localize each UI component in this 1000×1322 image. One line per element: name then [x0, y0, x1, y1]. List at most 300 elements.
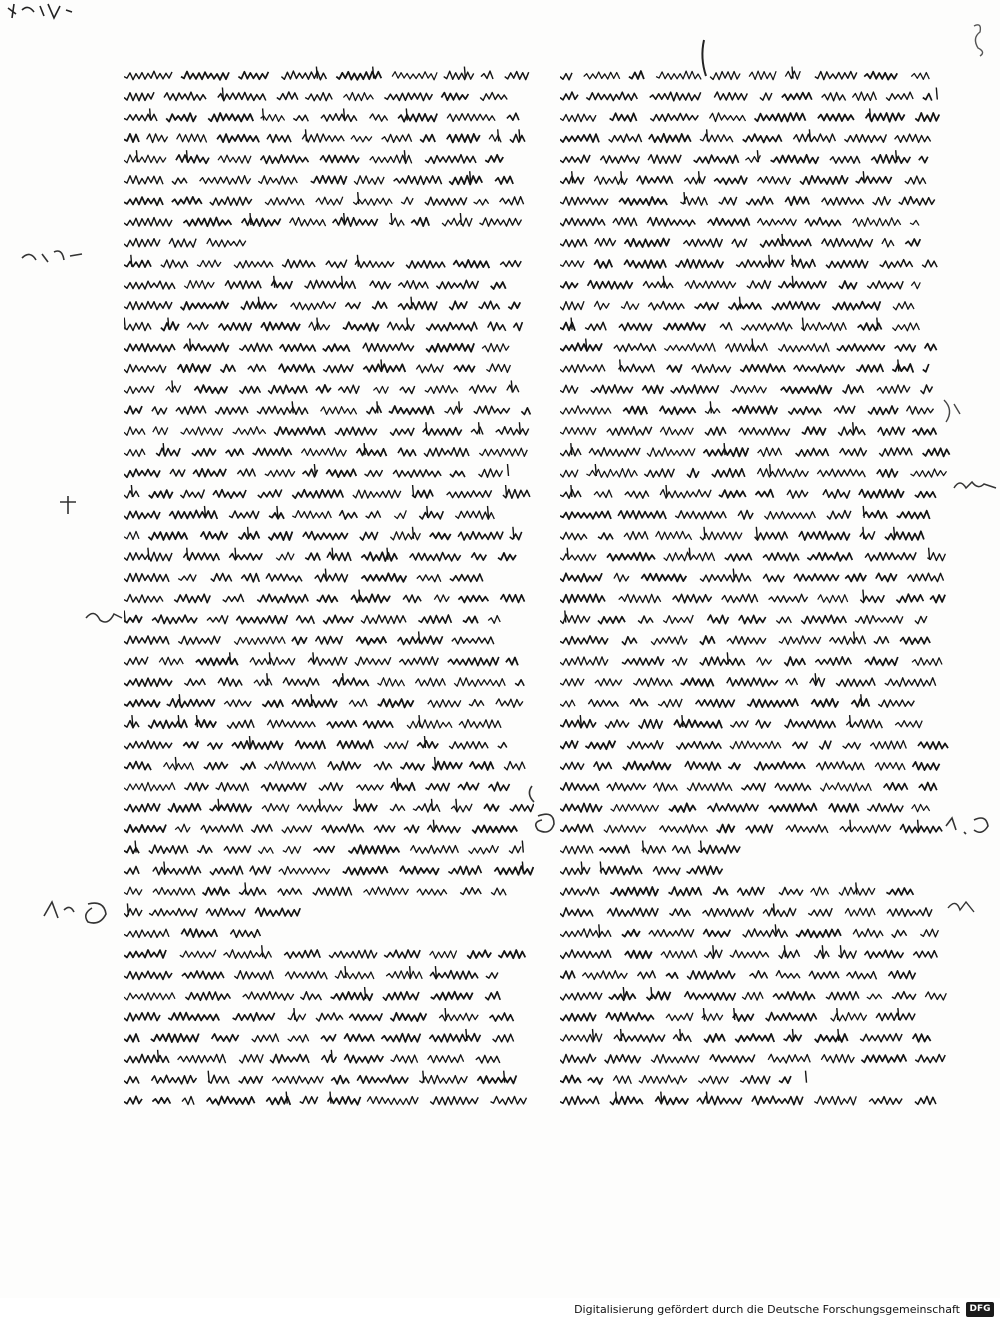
left-column-word	[265, 197, 304, 205]
right-column-word	[651, 636, 687, 645]
left-column-word	[488, 616, 500, 624]
right-column-word	[669, 909, 690, 917]
right-column-word	[625, 951, 652, 959]
left-column-word	[378, 699, 414, 707]
right-column-ascender	[806, 1071, 807, 1083]
right-column-word	[865, 657, 898, 666]
left-column-word	[207, 616, 228, 624]
left-column-word	[168, 804, 201, 812]
left-column-word	[430, 533, 451, 540]
left-column-word	[124, 595, 163, 603]
margin-note-left-middle	[84, 606, 124, 628]
left-column-word	[428, 700, 461, 708]
right-column-word	[619, 323, 652, 331]
right-column-word	[719, 197, 737, 205]
margin-note-right-lower	[942, 810, 996, 840]
left-column-word	[479, 448, 527, 456]
left-column-word	[372, 302, 387, 309]
right-column-ascender	[815, 673, 816, 685]
right-column-ascender	[571, 318, 572, 330]
right-column-word	[913, 1034, 931, 1042]
left-column-word	[257, 406, 308, 414]
right-column-ascender	[757, 150, 758, 162]
left-column-word	[218, 92, 266, 100]
right-column-word	[732, 239, 747, 247]
left-column-word	[272, 1076, 323, 1084]
left-column-word	[258, 176, 297, 184]
left-column-word	[365, 470, 383, 476]
left-column-word	[391, 783, 415, 791]
right-column-word	[687, 783, 732, 791]
right-column-word	[614, 344, 656, 352]
right-column-word	[930, 595, 945, 603]
right-column-word	[867, 994, 882, 999]
left-column-word	[148, 532, 187, 540]
right-column-word	[719, 490, 746, 498]
left-column-word	[156, 448, 180, 456]
left-column-word	[301, 448, 346, 456]
right-column-word	[750, 971, 768, 979]
right-column-word	[865, 552, 916, 561]
right-column-word	[779, 636, 821, 645]
right-column-word	[560, 971, 575, 979]
right-column-word	[696, 700, 735, 708]
left-column-word	[338, 385, 359, 393]
left-column-script-lines	[124, 64, 534, 1110]
left-column-ascender	[331, 1050, 332, 1062]
left-column-word	[302, 134, 344, 142]
right-column-ascender	[782, 234, 783, 246]
left-column-word	[124, 636, 169, 645]
left-column-word	[262, 804, 289, 812]
right-column-word	[624, 260, 666, 268]
right-column-word	[775, 783, 811, 791]
left-column-ascender	[359, 590, 360, 602]
right-column-word	[685, 281, 736, 289]
right-column-word	[681, 678, 714, 686]
right-column-word	[619, 594, 661, 603]
left-column-ascender	[459, 401, 460, 413]
right-column-word	[760, 93, 772, 100]
left-column-word	[268, 532, 292, 541]
right-column-word	[746, 825, 773, 833]
right-column-ascender	[896, 150, 897, 162]
right-column-word	[871, 155, 910, 163]
right-column-word	[866, 113, 905, 122]
right-column-word	[560, 554, 596, 561]
left-column-word	[449, 176, 482, 185]
right-column-word	[663, 615, 693, 624]
right-column-word	[845, 908, 875, 916]
right-column-word	[700, 636, 715, 644]
right-column-word	[560, 532, 587, 540]
left-column-word	[498, 553, 516, 561]
right-column-word	[560, 343, 602, 351]
left-column-word	[447, 114, 495, 122]
right-column-word	[887, 908, 932, 917]
left-column-word	[410, 845, 458, 853]
right-column-word	[743, 134, 782, 142]
left-column-word	[149, 845, 188, 854]
right-column-word	[647, 218, 695, 227]
left-column-ascender	[187, 150, 188, 162]
left-column-word	[169, 510, 217, 519]
left-column-word	[349, 699, 367, 706]
right-column-word	[585, 322, 606, 330]
left-column-word	[355, 260, 394, 268]
right-column-word	[907, 406, 934, 414]
left-column-ascender	[187, 548, 188, 560]
left-column-word	[233, 1013, 275, 1021]
left-column-word	[364, 887, 409, 896]
left-column-word	[176, 155, 209, 164]
left-column-word	[184, 783, 208, 791]
right-column-word	[605, 720, 629, 728]
right-column-word	[779, 887, 803, 895]
left-column-word	[124, 741, 172, 749]
right-column-word	[793, 134, 835, 142]
left-column-word	[213, 490, 246, 499]
left-column-word	[239, 888, 266, 896]
right-column-word	[717, 825, 735, 833]
right-column-ascender	[733, 569, 734, 581]
left-column-ascender	[423, 1071, 424, 1083]
right-column-word	[915, 113, 939, 122]
right-column-word	[605, 1055, 641, 1063]
left-column-word	[458, 783, 479, 790]
left-column-word	[399, 657, 438, 665]
right-column-word	[817, 469, 865, 477]
left-column-word	[181, 427, 223, 435]
right-column-ascender	[701, 841, 702, 853]
right-column-word	[560, 155, 590, 163]
left-column-ascender	[519, 422, 520, 434]
left-column-ascender	[148, 548, 149, 560]
left-column-word	[314, 846, 335, 853]
right-column-word	[801, 322, 846, 330]
right-column-word	[752, 1096, 803, 1105]
right-column-ascender	[581, 862, 582, 874]
right-column-word	[864, 72, 897, 80]
right-column-word	[560, 887, 599, 895]
right-column-word	[684, 176, 705, 184]
right-column-word	[614, 573, 629, 581]
left-column-word	[432, 762, 462, 770]
left-column-ascender	[407, 318, 408, 330]
right-column-ascender	[894, 527, 895, 539]
right-column-ascender	[822, 945, 823, 957]
right-column-word	[821, 1055, 854, 1063]
left-column-word	[278, 888, 302, 895]
left-column-word	[500, 197, 524, 205]
right-column-word	[925, 992, 946, 1000]
left-column-word	[410, 553, 461, 561]
right-column-ascender	[699, 171, 700, 183]
left-column-ascender	[508, 464, 509, 476]
left-column-word	[267, 720, 315, 728]
right-column-word	[664, 343, 715, 351]
left-column-word	[183, 218, 231, 227]
right-column-word	[707, 803, 758, 811]
left-column-word	[184, 281, 214, 289]
left-column-word	[454, 365, 475, 372]
right-column-word	[623, 761, 671, 770]
right-column-word	[725, 554, 752, 561]
right-column-word	[791, 259, 815, 268]
right-column-word	[728, 763, 740, 769]
left-column-word	[177, 134, 207, 143]
right-column-word	[834, 406, 855, 414]
left-column-word	[378, 678, 405, 686]
right-column-ascender	[595, 464, 596, 476]
left-column-word	[508, 302, 520, 309]
right-column-word	[756, 490, 774, 498]
right-column-ascender	[861, 694, 862, 706]
left-column-word	[254, 679, 272, 686]
left-column-word	[224, 950, 272, 959]
left-column-ascender	[511, 380, 512, 392]
right-column-word	[560, 197, 608, 205]
left-column-word	[458, 596, 488, 603]
right-column-word	[878, 700, 914, 707]
right-column-ascender	[936, 88, 937, 100]
left-column-word	[354, 176, 384, 185]
right-column-word	[763, 574, 784, 582]
right-column-word	[725, 343, 767, 351]
left-column-word	[448, 657, 499, 666]
left-column-word	[124, 1077, 139, 1084]
left-column-word	[337, 741, 373, 750]
left-column-ascender	[245, 882, 246, 894]
right-column-word	[885, 531, 924, 540]
left-column-word	[327, 721, 357, 728]
left-column-word	[203, 887, 230, 895]
right-column-word	[675, 511, 726, 519]
left-column-ascender	[387, 548, 388, 560]
right-column-word	[915, 616, 927, 624]
right-column-word	[756, 720, 771, 728]
left-column-word	[124, 469, 160, 477]
right-column-ascender	[863, 171, 864, 183]
left-column-word	[459, 720, 501, 729]
left-column-word	[210, 866, 243, 875]
left-column-word	[212, 1034, 239, 1042]
right-column-word	[811, 887, 829, 895]
right-column-word	[861, 1055, 906, 1063]
right-column-word	[908, 573, 944, 582]
right-column-word	[598, 617, 625, 624]
right-column-ascender	[793, 1029, 794, 1041]
left-column-word	[418, 615, 451, 623]
left-column-word	[336, 72, 381, 80]
left-column-word	[124, 700, 160, 707]
left-column-word	[219, 323, 252, 331]
left-column-word	[208, 113, 253, 122]
left-column-word	[323, 615, 353, 623]
left-column-word	[169, 239, 196, 248]
left-column-ascender	[178, 715, 179, 727]
right-column-word	[649, 929, 694, 937]
left-column-word	[491, 1096, 527, 1104]
right-column-word	[923, 94, 932, 101]
left-column-word	[515, 680, 524, 686]
right-column-word	[648, 155, 681, 164]
right-column-word	[698, 1076, 728, 1084]
right-column-word	[639, 1075, 687, 1084]
left-column-word	[415, 678, 445, 686]
right-column-word	[732, 406, 777, 414]
left-column-word	[184, 679, 205, 686]
right-column-word	[586, 92, 637, 100]
left-column-word	[348, 845, 399, 854]
right-column-word	[911, 73, 929, 80]
right-column-word	[712, 469, 745, 478]
right-column-word	[905, 239, 920, 246]
left-column-word	[496, 427, 529, 435]
left-column-word	[238, 72, 268, 80]
right-column-word	[826, 992, 859, 1000]
right-column-word	[623, 407, 647, 415]
left-column-word	[124, 950, 166, 958]
left-column-ascender	[127, 903, 128, 915]
left-column-word	[321, 1055, 336, 1063]
left-column-word	[252, 1034, 279, 1042]
right-column-word	[710, 72, 740, 80]
left-column-word	[491, 282, 506, 289]
top-ascender-stroke	[694, 38, 714, 78]
right-column-word	[727, 678, 778, 687]
left-column-word	[344, 1034, 374, 1041]
left-column-word	[194, 385, 227, 393]
right-column-script-lines	[560, 64, 952, 1110]
left-column-ascender	[164, 862, 165, 874]
right-column-ascender	[661, 1092, 662, 1104]
right-text-column	[560, 64, 952, 1110]
left-column-word	[451, 804, 472, 812]
right-column-word	[737, 887, 764, 895]
left-column-word	[383, 992, 419, 1001]
right-column-word	[586, 469, 637, 478]
right-column-word	[687, 469, 699, 478]
left-column-word	[430, 1097, 478, 1105]
right-column-word	[710, 113, 746, 122]
right-column-word	[758, 448, 782, 457]
right-column-ascender	[620, 359, 621, 371]
left-column-ascender	[250, 213, 251, 225]
right-column-word	[830, 156, 860, 163]
right-column-word	[760, 239, 811, 247]
left-column-word	[452, 637, 494, 644]
left-column-ascender	[124, 611, 125, 623]
left-column-ascender	[250, 736, 251, 748]
left-column-ascender	[286, 1092, 287, 1104]
right-column-word	[600, 155, 639, 163]
left-column-word	[419, 1075, 467, 1083]
right-column-word	[728, 303, 761, 310]
right-column-word	[607, 553, 655, 561]
left-column-word	[124, 511, 160, 519]
left-column-ascender	[456, 799, 457, 811]
left-column-word	[261, 115, 285, 122]
right-column-word	[867, 804, 903, 813]
right-column-word	[800, 176, 848, 185]
right-column-word	[560, 470, 578, 478]
right-column-word	[594, 762, 612, 770]
right-column-word	[642, 385, 663, 393]
right-column-word	[815, 1034, 848, 1042]
left-column-word	[505, 72, 529, 80]
left-column-word	[178, 1054, 226, 1063]
right-column-word	[830, 636, 866, 644]
right-column-word	[832, 301, 880, 310]
left-column-ascender	[262, 945, 263, 957]
left-column-word	[269, 513, 284, 519]
right-column-word	[698, 845, 740, 854]
left-column-ascender	[258, 297, 259, 309]
left-column-ascender	[248, 527, 249, 539]
left-column-word	[276, 552, 294, 560]
left-column-word	[292, 699, 337, 707]
margin-note-left-lower	[40, 896, 120, 930]
left-column-word	[426, 783, 450, 791]
left-column-word	[366, 511, 381, 518]
right-column-word	[560, 282, 578, 289]
left-column-word	[477, 1075, 516, 1083]
left-column-word	[282, 260, 315, 268]
left-column-word	[381, 1034, 420, 1042]
left-column-word	[187, 322, 208, 330]
left-column-word	[392, 72, 437, 80]
right-column-word	[913, 762, 940, 770]
left-column-ascender	[406, 108, 407, 120]
right-column-word	[560, 992, 602, 1000]
right-column-word	[853, 929, 883, 938]
left-column-word	[357, 449, 387, 457]
right-column-word	[736, 260, 784, 268]
right-column-word	[913, 951, 937, 958]
left-column-word	[124, 909, 142, 917]
right-column-word	[919, 783, 937, 791]
right-column-word	[560, 846, 593, 854]
right-column-word	[856, 364, 883, 372]
right-column-word	[923, 448, 950, 456]
right-column-ascender	[680, 1029, 681, 1041]
left-column-word	[305, 93, 332, 101]
right-column-word	[560, 218, 605, 226]
left-column-word	[356, 637, 386, 645]
left-column-word	[510, 532, 522, 540]
left-column-ascender	[513, 527, 514, 539]
left-column-word	[417, 889, 447, 895]
left-column-word	[417, 575, 441, 582]
right-column-word	[915, 1055, 945, 1063]
left-column-word	[223, 594, 244, 602]
left-column-word	[411, 218, 429, 226]
right-column-word	[781, 386, 832, 394]
right-column-word	[588, 281, 633, 289]
left-column-word	[124, 825, 166, 833]
right-column-word	[650, 113, 698, 121]
right-column-word	[839, 281, 857, 289]
right-column-word	[560, 700, 575, 707]
right-column-word	[787, 490, 808, 498]
left-column-word	[447, 134, 480, 143]
right-column-word	[820, 783, 871, 791]
left-column-ascender	[404, 150, 405, 162]
right-column-word	[874, 637, 889, 644]
right-column-ascender	[756, 527, 757, 539]
left-column-word	[331, 992, 373, 1000]
